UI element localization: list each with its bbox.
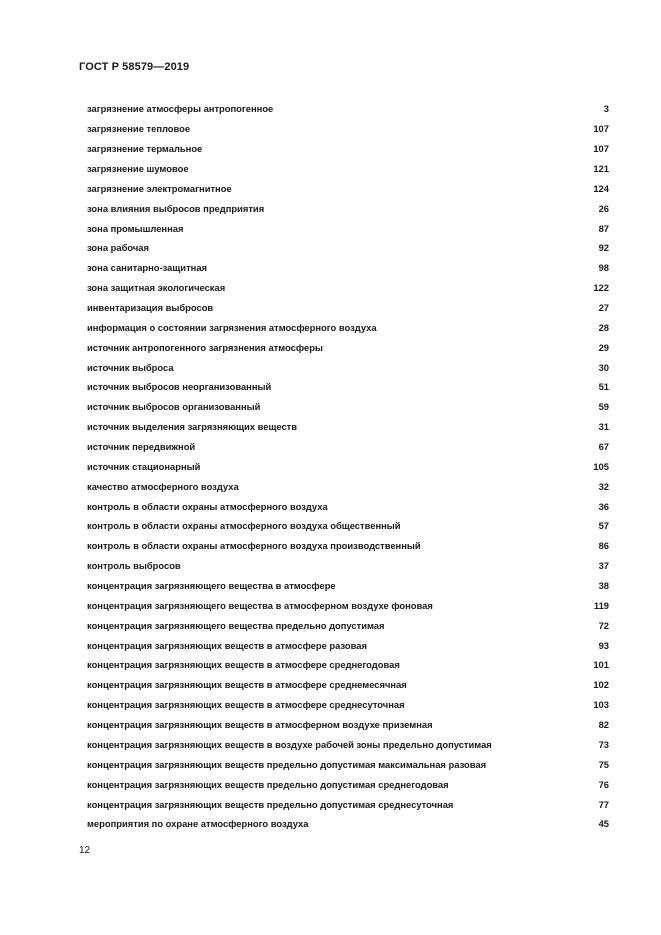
index-term: инвентаризация выбросов	[87, 302, 214, 314]
index-page-ref: 67	[598, 441, 609, 453]
index-entry	[87, 516, 609, 536]
index-term: загрязнение электромагнитное	[87, 182, 232, 194]
index-page-ref: 75	[598, 758, 609, 770]
index-entry	[87, 635, 609, 655]
index-page-ref: 29	[598, 341, 609, 353]
index-entry	[87, 397, 609, 417]
index-entry	[87, 417, 609, 437]
index-term: концентрация загрязняющих веществ в атмосфере среднесуточная	[87, 699, 405, 711]
index-page-ref: 30	[598, 361, 609, 373]
index-term: концентрация загрязняющих веществ в воздухе рабочей зоны предельно допустимая	[87, 738, 492, 750]
index-page-ref: 38	[598, 580, 609, 592]
index-page-ref: 93	[598, 639, 609, 651]
index-entry	[87, 695, 609, 715]
index-entry	[87, 715, 609, 735]
index-page-ref: 119	[593, 599, 609, 611]
index-term: концентрация загрязняющего вещества в атмосфере	[87, 580, 336, 592]
index-page-ref: 103	[593, 699, 609, 711]
index-page-ref: 105	[593, 460, 609, 472]
index-entry	[87, 218, 609, 238]
index-term: мероприятия по охране атмосферного воздуха	[87, 818, 309, 830]
index-entry	[87, 536, 609, 556]
index-page-ref: 3	[603, 103, 609, 115]
index-page-ref: 76	[598, 778, 609, 790]
index-term: зона санитарно-защитная	[87, 262, 208, 274]
index-page-ref: 86	[598, 540, 609, 552]
index-term: источник выброса	[87, 361, 174, 373]
index-entry	[87, 377, 609, 397]
page-number: 12	[79, 845, 91, 856]
index-term: зона влияния выбросов предприятия	[87, 202, 265, 214]
index-term: загрязнение шумовое	[87, 163, 189, 174]
index-term: концентрация загрязняющих веществ в атмосферном воздухе приземная	[87, 719, 433, 731]
index-term: концентрация загрязняющих веществ предельно допустимая среднегодовая	[87, 778, 449, 790]
index-page-ref: 59	[598, 401, 609, 413]
index-term: источник выбросов неорганизованный	[87, 381, 272, 393]
index-page-ref: 31	[598, 421, 609, 433]
index-entry	[87, 735, 609, 755]
index-page-ref: 27	[598, 302, 609, 314]
index-page-ref: 107	[593, 123, 609, 135]
index-entry	[87, 198, 609, 218]
index-term: загрязнение тепловое	[87, 123, 191, 135]
index-entry	[87, 159, 609, 179]
index-page-ref: 82	[598, 719, 609, 731]
document-header: ГОСТ Р 58579—2019	[79, 61, 190, 73]
index-term: контроль в области охраны атмосферного воздуха производственный	[87, 540, 421, 552]
index-term: концентрация загрязняющих веществ в атмосфере среднегодовая	[87, 659, 400, 671]
index-term: концентрация загрязняющих веществ предельно допустимая среднесуточная	[87, 798, 454, 810]
index-term: зона промышленная	[87, 222, 184, 234]
index-page-ref: 122	[593, 282, 609, 294]
index-entry	[87, 655, 609, 675]
index-term: зона защитная экологическая	[87, 282, 226, 294]
index-term: источник антропогенного загрязнения атмосферы	[87, 341, 323, 353]
index-entry	[87, 496, 609, 516]
index-term: концентрация загрязняющего вещества в атмосферном воздухе фоновая	[87, 599, 433, 611]
index-term: концентрация загрязняющих веществ в атмосфере среднемесячная	[87, 679, 407, 691]
index-entry	[87, 754, 609, 774]
index-entry	[87, 298, 609, 318]
index-page-ref: 73	[598, 738, 609, 750]
index-term: источник передвижной	[87, 441, 196, 453]
index-entry	[87, 99, 609, 119]
index-term: концентрация загрязняющих веществ предельно допустимая максимальная разовая	[87, 758, 487, 770]
index-term: информация о состоянии загрязнения атмосферного воздуха	[87, 321, 377, 333]
index-page-ref: 36	[598, 500, 609, 512]
index-entry	[87, 317, 609, 337]
index-page-ref: 124	[593, 182, 609, 194]
index-term: загрязнение термальное	[87, 143, 203, 155]
index-entry	[87, 437, 609, 457]
index-entry	[87, 278, 609, 298]
index-entry	[87, 595, 609, 615]
index-page-ref: 32	[598, 480, 609, 492]
index-term: контроль выбросов	[87, 560, 181, 572]
index-entry	[87, 357, 609, 377]
index-term: контроль в области охраны атмосферного воздуха общественный	[87, 520, 401, 532]
index-page-ref: 57	[598, 520, 609, 532]
index-page-ref: 121	[593, 163, 609, 174]
index-page-ref: 45	[598, 818, 609, 830]
index-term: зона рабочая	[87, 242, 149, 254]
index-entry	[87, 456, 609, 476]
index-entry	[87, 476, 609, 496]
index-entry	[87, 794, 609, 814]
index-entry	[87, 774, 609, 794]
index-term: источник выбросов организованный	[87, 401, 261, 413]
index-term: контроль в области охраны атмосферного воздуха	[87, 500, 328, 512]
index-entry	[87, 556, 609, 576]
index-entry	[87, 238, 609, 258]
index-entry	[87, 337, 609, 357]
index-entry	[87, 814, 609, 834]
index-term: источник стационарный	[87, 460, 201, 472]
index-page-ref: 77	[598, 798, 609, 810]
index-page-ref: 87	[598, 222, 609, 234]
index-page-ref: 101	[593, 659, 609, 671]
index-entry	[87, 675, 609, 695]
index-page-ref: 51	[598, 381, 609, 393]
index-entry	[87, 139, 609, 159]
index-term: загрязнение атмосферы антропогенное	[87, 103, 274, 115]
index-page-ref: 107	[593, 143, 609, 155]
index-term: источник выделения загрязняющих веществ	[87, 421, 298, 433]
index-entry	[87, 576, 609, 596]
index-page-ref: 98	[598, 262, 609, 274]
index-term: концентрация загрязняющих веществ в атмосфере разовая	[87, 639, 367, 651]
index-page-ref: 92	[598, 242, 609, 254]
index-entry	[87, 615, 609, 635]
index-entry	[87, 178, 609, 198]
index-page-ref: 72	[598, 619, 609, 631]
index-page-ref: 37	[598, 560, 609, 572]
index-page-ref: 102	[593, 679, 609, 691]
index-term: концентрация загрязняющего вещества предельно допустимая	[87, 619, 385, 631]
index-page-ref: 26	[598, 202, 609, 214]
index-entry	[87, 258, 609, 278]
index-page-ref: 28	[598, 321, 609, 333]
alphabetical-index	[87, 99, 609, 834]
index-entry	[87, 119, 609, 139]
index-term: качество атмосферного воздуха	[87, 480, 239, 492]
